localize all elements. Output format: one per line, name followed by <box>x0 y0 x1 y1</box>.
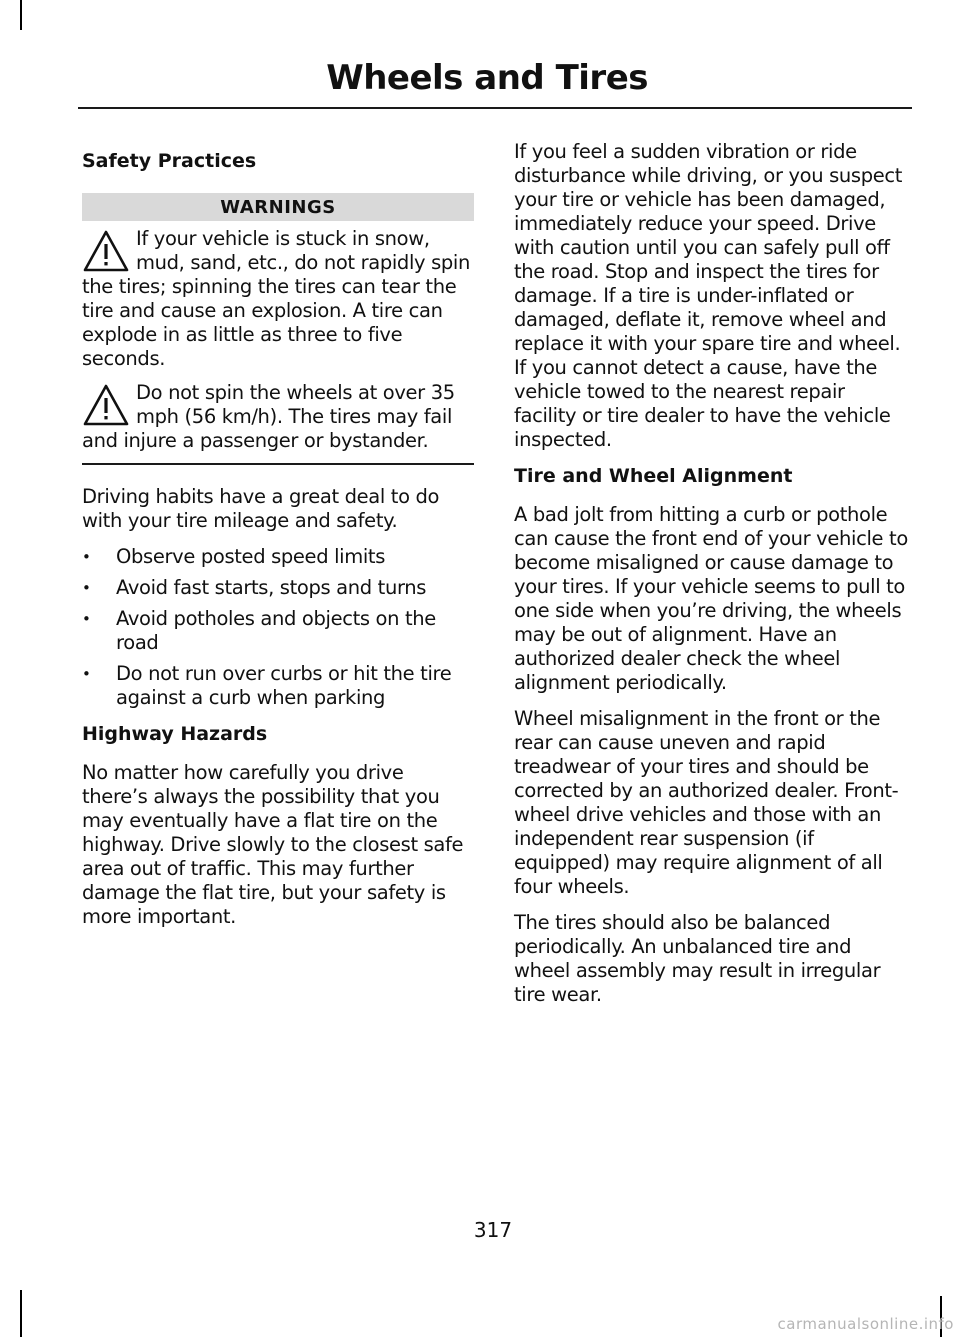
warning-item <box>82 227 474 371</box>
warning-triangle-icon <box>82 383 130 427</box>
right-column <box>514 140 908 1019</box>
body-paragraph: Driving habits have a great deal to do with your tire mileage and safety. <box>82 485 440 532</box>
section-heading-highway-hazards: Highway Hazards <box>82 723 268 745</box>
watermark: carmanualsonline.info <box>777 1315 954 1333</box>
header-rule <box>78 107 912 109</box>
warnings-label: WARNINGS <box>82 193 474 221</box>
warning-triangle-icon <box>82 229 130 273</box>
page-header <box>78 40 912 108</box>
list-item: • Avoid potholes and objects on the road <box>82 607 474 655</box>
body-paragraph: A bad jolt from hitting a curb or pothole can cause the front end of your vehicle to become misaligned or cause damage to your tires. If your vehicle seems to pull to one side when you’re driving, the wheels may be out of alignment. Have an authorized dealer check the wheel alignment periodically. <box>514 503 908 694</box>
list-item: • Do not run over curbs or hit the tire against a curb when parking <box>82 662 474 710</box>
body-paragraph: The tires should also be balanced periodically. An unbalanced tire and wheel assembly may result in irregular tire wear. <box>514 911 881 1006</box>
page-number: 317 <box>473 1218 513 1242</box>
warning-text: If your vehicle is stuck in snow, mud, sand, etc., do not rapidly spin the tires; spinning the tires can tear the tire and cause an explosion. A tire can explode in as little as three to five seconds. <box>82 227 470 370</box>
left-column <box>82 140 474 941</box>
bullet-list <box>82 545 474 710</box>
section-heading-safety-practices: Safety Practices <box>82 150 257 172</box>
body-paragraph: Wheel misalignment in the front or the rear can cause uneven and rapid treadwear of your tires and should be corrected by an authorized dealer. Front-wheel drive vehicles and those with an independent rear suspension (if equipped) may require alignment of all four wheels. <box>514 707 899 898</box>
warnings-bottom-rule <box>82 463 474 465</box>
body-paragraph: If you feel a sudden vibration or ride disturbance while driving, or you suspect your tire or vehicle has been damaged, immediately reduce your speed. Drive with caution until you can safely pull off the road. Stop and inspect the tires for damage. If a tire is under-inflated or damaged, deflate it, remove wheel and replace it with your spare tire and wheel. If you cannot detect a cause, have the vehicle towed to the nearest repair facility or tire dealer to have the vehicle inspected. <box>514 140 903 451</box>
body-paragraph: No matter how carefully you drive there’s always the possibility that you may eventually have a flat tire on the highway. Drive slowly to the closest safe area out of traffic. This may further damage the flat tire, but your safety is more important. <box>82 761 464 928</box>
warning-text: Do not spin the wheels at over 35 mph (56 km/h). The tires may fail and injure a passenger or bystander. <box>82 381 455 452</box>
crop-mark-top-left <box>20 0 22 30</box>
list-item: • Avoid fast starts, stops and turns <box>82 576 474 600</box>
page-title: Wheels and Tires <box>326 58 648 98</box>
section-heading-tire-wheel-alignment: Tire and Wheel Alignment <box>514 465 793 487</box>
list-item: • Observe posted speed limits <box>82 545 474 569</box>
warning-item <box>82 381 474 453</box>
crop-mark-bottom-left <box>20 1290 22 1337</box>
warnings-box <box>82 193 474 465</box>
